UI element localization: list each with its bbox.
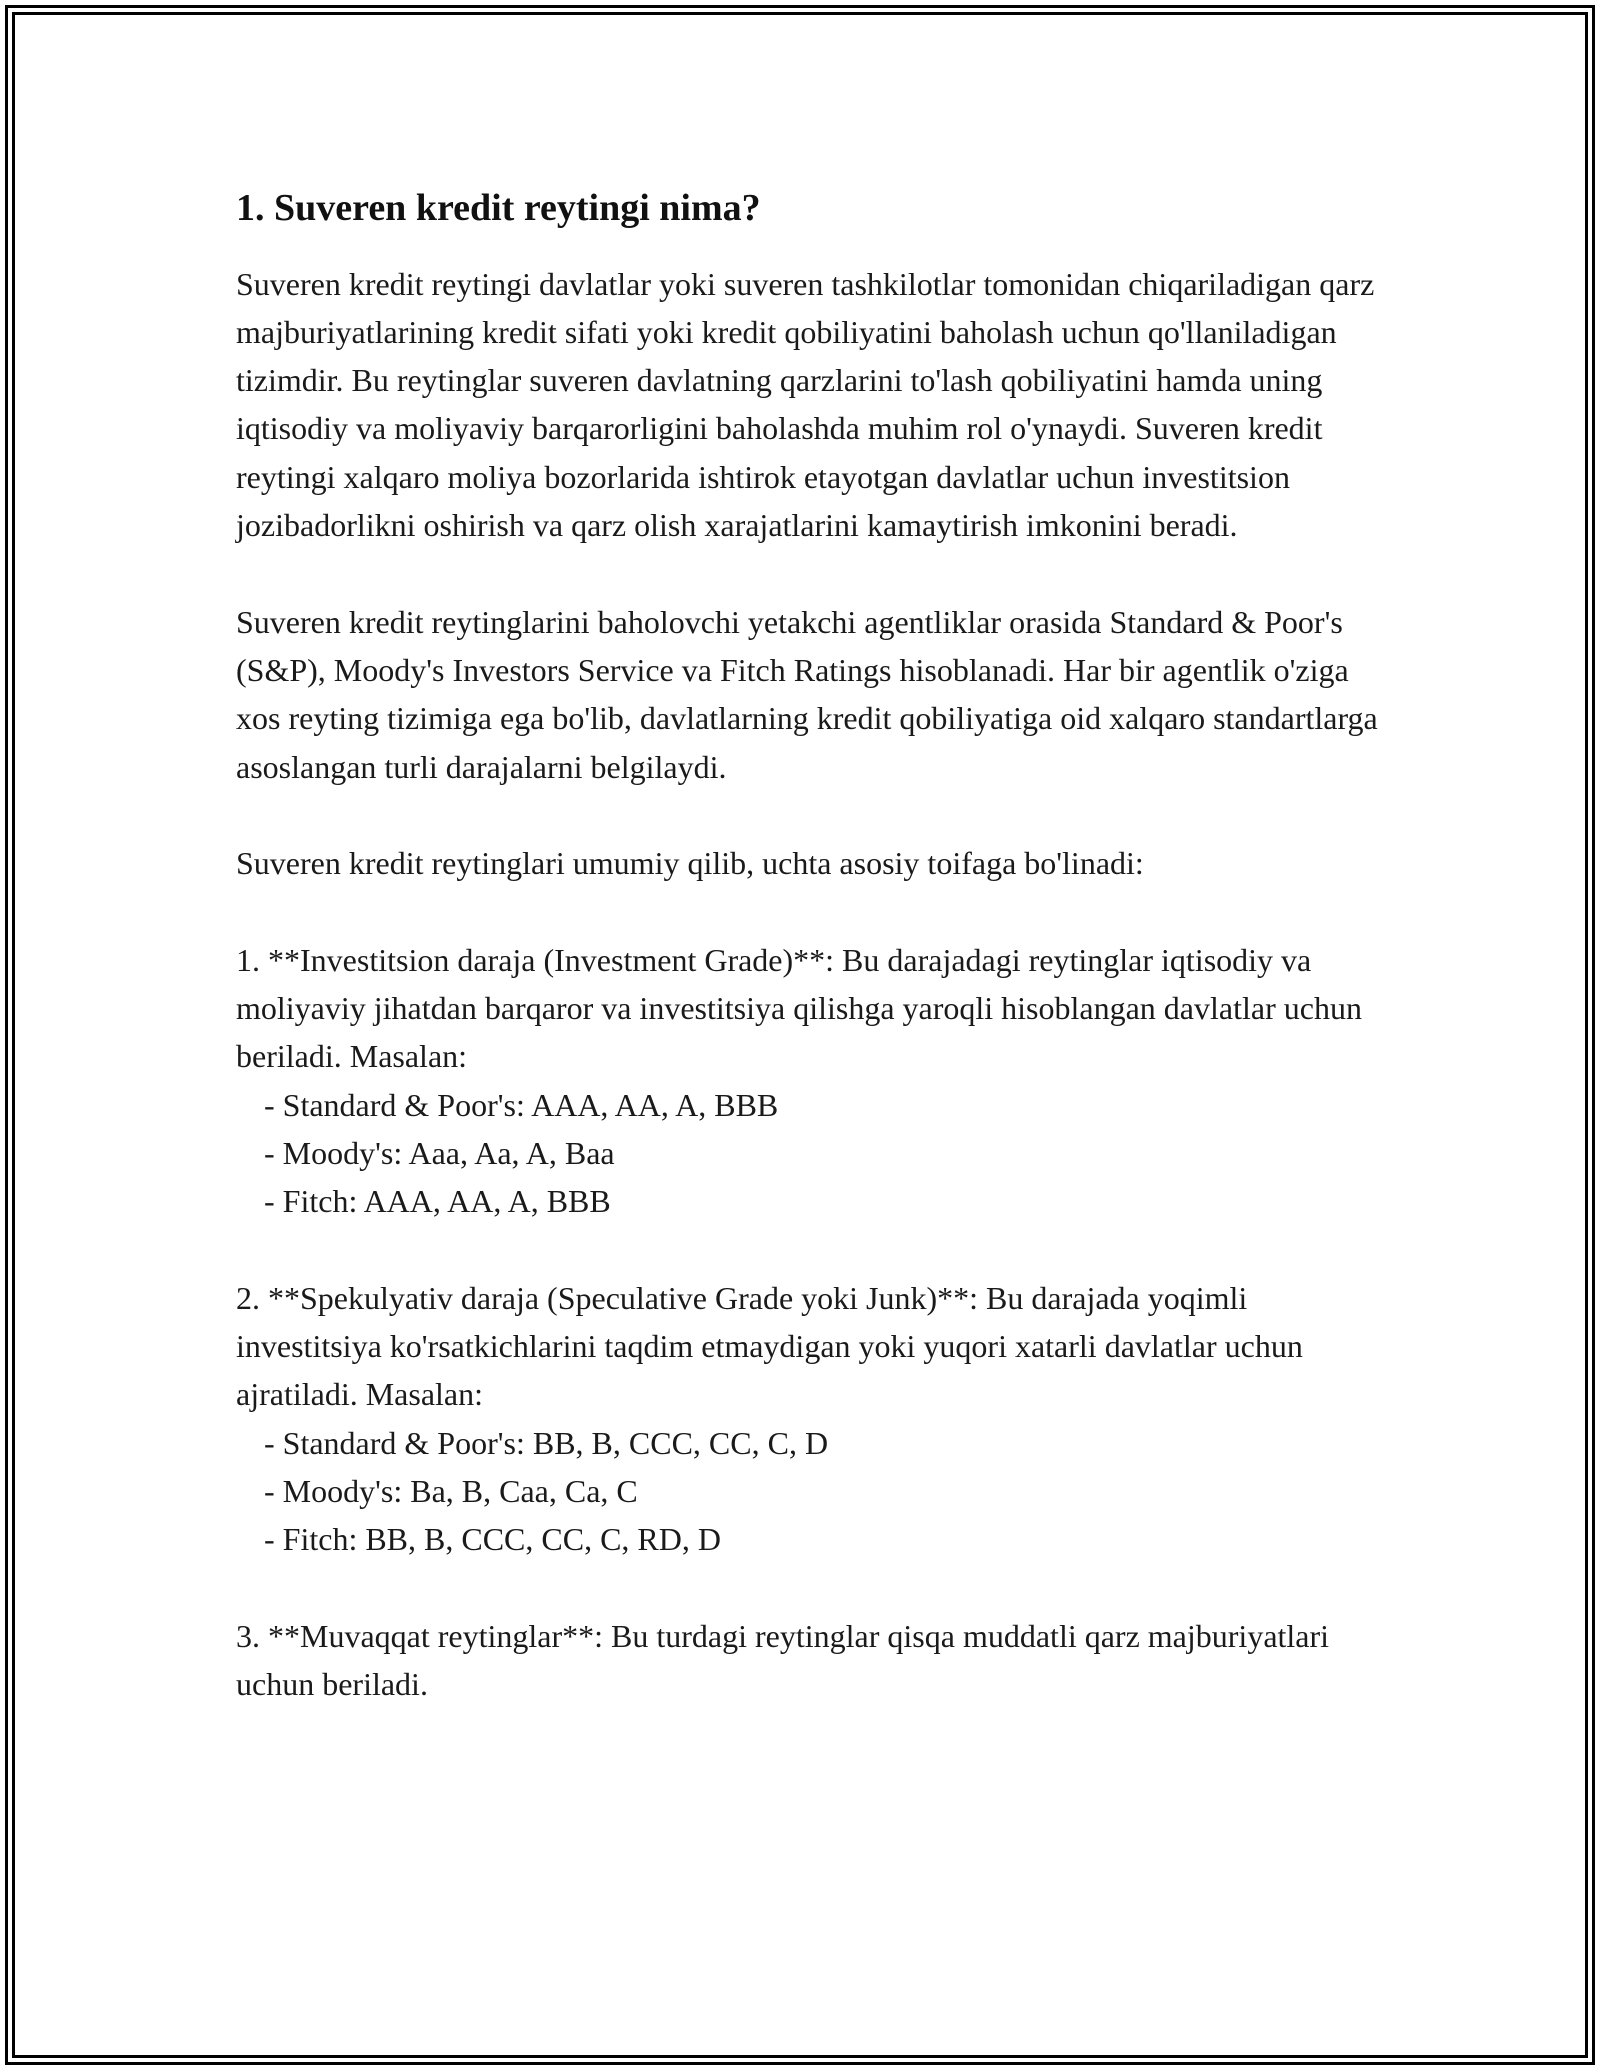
- list-item-text: 3. **Muvaqqat reytinglar**: Bu turdagi reytinglar qisqa muddatli qarz majburiyatlari uchun beriladi.: [236, 1617, 1338, 1703]
- list-item-text: 1. **Investitsion daraja (Investment Grade)**: Bu darajadagi reytinglar iqtisodiy va moliyaviy jihatdan barqaror va investitsiya qilishga yaroqli hisoblangan davlatlar uchun beriladi. Masalan:: [236, 941, 1370, 1075]
- paragraph-categories-intro: Suveren kredit reytinglari umumiy qilib, uchta asosiy toifaga bo'linadi:: [236, 845, 1144, 882]
- section-heading: 1. Suveren kredit reytingi nima?: [236, 187, 761, 229]
- document-body: [236, 186, 1386, 1709]
- list-item-speculative-grade: [236, 1274, 1386, 1564]
- sub-item-moodys: - Moody's: Ba, B, Caa, Ca, C: [264, 1473, 638, 1510]
- list-item-investment-grade: [236, 936, 1386, 1226]
- sub-item-fitch: - Fitch: BB, B, CCC, CC, C, RD, D: [264, 1521, 721, 1558]
- list-item-provisional-ratings: [236, 1612, 1386, 1709]
- sub-item-sp: - Standard & Poor's: AAA, AA, A, BBB: [264, 1086, 779, 1123]
- list-item-text: 2. **Spekulyativ daraja (Speculative Grade yoki Junk)**: Bu darajada yoqimli investitsiya ko'rsatkichlarini taqdim etmaydigan yoki yuqori xatarli davlatlar uchun ajratiladi. Masalan:: [236, 1279, 1311, 1413]
- paragraph-definition: Suveren kredit reytingi davlatlar yoki suveren tashkilotlar tomonidan chiqariladigan qarz majburiyatlarining kredit sifati yoki kredit qobiliyatini baholash uchun qo'llaniladigan tizimdir. Bu reytinglar suveren davlatning qarzlarini to'lash qobiliyatini hamda uning iqtisodiy va moliyaviy barqarorligini baholashda muhim rol o'ynaydi. Suveren kredit reytingi xalqaro moliya bozorlarida ishtirok etayotgan davlatlar uchun investitsion jozibadorlikni oshirish va qarz olish xarajatlarini kamaytirish imkonini beradi.: [236, 265, 1383, 544]
- sub-item-moodys: - Moody's: Aaa, Aa, A, Baa: [264, 1134, 615, 1171]
- paragraph-agencies: Suveren kredit reytinglarini baholovchi yetakchi agentliklar orasida Standard & Poor's (S&P), Moody's Investors Service va Fitch Ratings hisoblanadi. Har bir agentlik o'ziga xos reyting tizimiga ega bo'lib, davlatlarning kredit qobiliyatiga oid xalqaro standartlarga asoslangan turli darajalarni belgilaydi.: [236, 603, 1386, 785]
- sub-item-fitch: - Fitch: AAA, AA, A, BBB: [264, 1183, 611, 1220]
- sub-item-sp: - Standard & Poor's: BB, B, CCC, CC, C, D: [264, 1424, 829, 1461]
